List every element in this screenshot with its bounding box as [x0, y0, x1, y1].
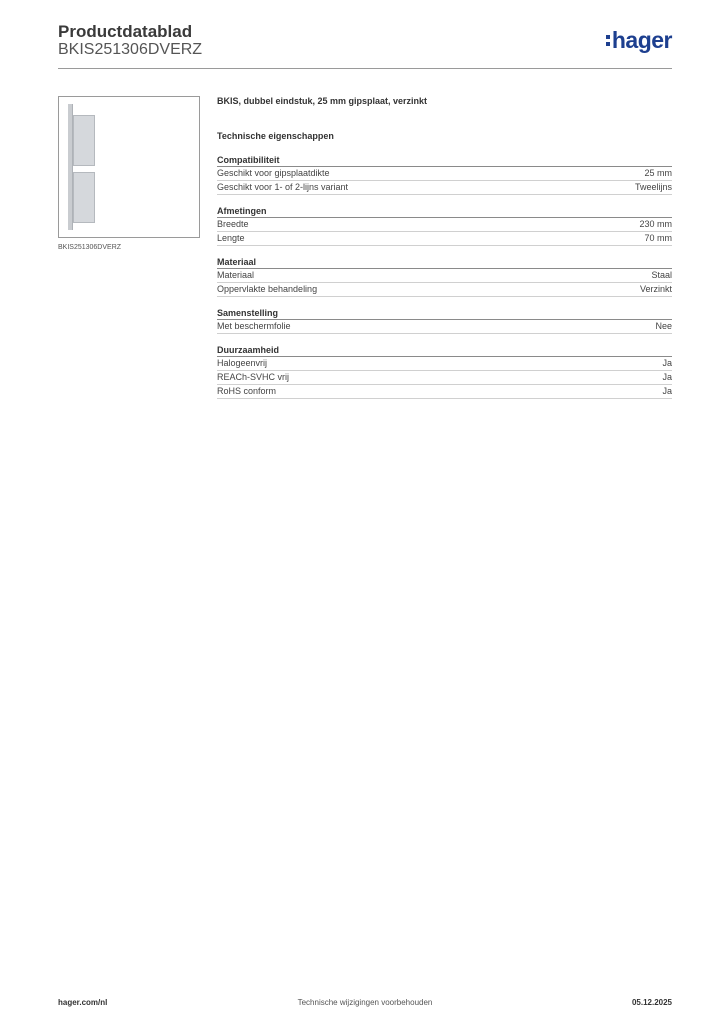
logo-dots-icon [606, 33, 610, 47]
spec-group [217, 256, 672, 297]
spec-row [217, 320, 672, 334]
spec-groups [217, 154, 672, 399]
spec-group-title: Afmetingen [217, 205, 672, 218]
section-heading: Technische eigenschappen [217, 131, 334, 141]
spec-row [217, 371, 672, 385]
document-title: Productdatablad [58, 22, 193, 41]
footer-website[interactable]: hager.com/nl [58, 998, 108, 1007]
spec-value: 70 mm [644, 233, 672, 243]
spec-value: Staal [651, 270, 672, 280]
spec-value: 25 mm [644, 168, 672, 178]
spec-label: Halogeenvrij [217, 358, 268, 368]
spec-group-title: Duurzaamheid [217, 344, 672, 357]
spec-group [217, 205, 672, 246]
specifications [217, 96, 672, 409]
spec-row [217, 357, 672, 371]
spec-group [217, 344, 672, 399]
spec-value: Nee [655, 321, 672, 331]
spec-value: Ja [662, 386, 672, 396]
page-header [58, 22, 672, 69]
spec-row [217, 269, 672, 283]
hager-logo [606, 28, 672, 52]
spec-row [217, 167, 672, 181]
spec-label: Oppervlakte behandeling [217, 284, 318, 294]
page-footer [58, 998, 672, 1010]
spec-label: Breedte [217, 219, 249, 229]
spec-value: Ja [662, 358, 672, 368]
spec-label: RoHS conform [217, 386, 277, 396]
spec-group-title: Compatibiliteit [217, 154, 672, 167]
logo-text: hager [611, 27, 672, 53]
product-plate-top [73, 115, 95, 166]
product-image [58, 96, 200, 238]
spec-value: Tweelijns [634, 182, 672, 192]
footer-disclaimer: Technische wijzigingen voorbehouden [297, 998, 433, 1007]
footer-date: 05.12.2025 [631, 998, 672, 1007]
spec-label: Geschikt voor 1- of 2-lijns variant [217, 182, 349, 192]
spec-label: REACh-SVHC vrij [217, 372, 290, 382]
product-description: BKIS, dubbel eindstuk, 25 mm gipsplaat, verzinkt [217, 96, 428, 106]
spec-label: Geschikt voor gipsplaatdikte [217, 168, 330, 178]
spec-value: Ja [662, 372, 672, 382]
spec-group-title: Samenstelling [217, 307, 672, 320]
spec-row [217, 283, 672, 297]
spec-row [217, 385, 672, 399]
image-caption: BKIS251306DVERZ [58, 244, 122, 251]
product-plate-bottom [73, 172, 95, 223]
product-code: BKIS251306DVERZ [58, 41, 203, 58]
spec-group-title: Materiaal [217, 256, 672, 269]
spec-value: Verzinkt [639, 284, 672, 294]
spec-label: Met beschermfolie [217, 321, 291, 331]
spec-group [217, 154, 672, 195]
spec-row [217, 232, 672, 246]
spec-row [217, 181, 672, 195]
spec-row [217, 218, 672, 232]
spec-value: 230 mm [639, 219, 672, 229]
spec-label: Materiaal [217, 270, 255, 280]
spec-group [217, 307, 672, 334]
spec-label: Lengte [217, 233, 245, 243]
